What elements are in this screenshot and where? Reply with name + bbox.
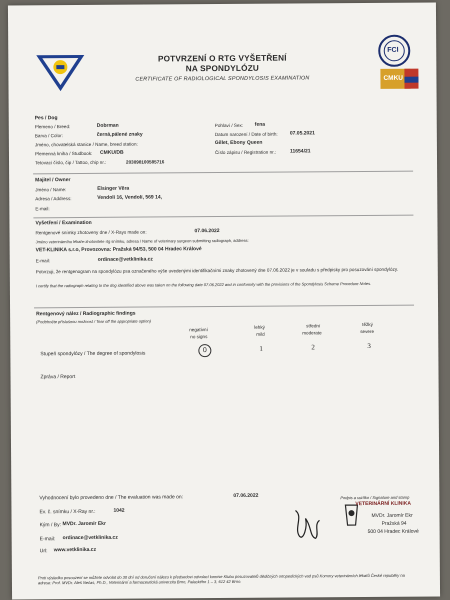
grade-1-value: 1 (259, 344, 263, 353)
grade-2-cz: střední (306, 323, 321, 329)
dog-section-heading: Pes / Dog (34, 115, 58, 122)
by-value: MVDr. Jaromír Ekr (62, 520, 106, 528)
grade-2-value: 2 (311, 343, 315, 352)
stamp-title: VETERINÁRNÍ KLINIKA (355, 500, 412, 508)
studbook-value: CMKU/DB (99, 149, 124, 156)
sex-value: fena (254, 121, 266, 128)
owner-address-value: Vendolí 16, Vendolí, 569 14, (97, 194, 163, 201)
owner-name-value: Elsinger Věra (97, 185, 130, 192)
evaluation-email-label: E-mail: (39, 536, 56, 543)
owner-email-label: E-mail: (35, 206, 50, 212)
owner-address-label: Adresa / Address: (35, 196, 72, 202)
dob-label: Datum narození / Date of birth: (214, 131, 278, 138)
title-line-2: NA SPONDYLÓZU (185, 63, 260, 74)
grade-0-cz: negativní (189, 327, 208, 333)
confirmation-cz: Potvrzuji, že rentgenogram na spondylózu psa označeného výše uvedenými identifikačními znaky zhotovený dne 07.06.2022 je v souladu s předpisky pro posuzování spondylózy. (35, 266, 399, 275)
stamp-line2: Pražská 94 (381, 520, 407, 527)
degree-label: Stupeň spondylózy / The degree of spondylosis (40, 350, 146, 358)
owner-name-label: Jméno / Name: (35, 187, 67, 193)
exam-section-heading: Vyšetření / Examination (35, 219, 92, 227)
vet-label: Jméno veterinárního lékaře-zhotovitele rtg snímku, adresa / Name of veterinary surgeon submitting radiograph, address: (35, 237, 249, 245)
divider (33, 215, 413, 219)
confirmation-en: I certify that the radiograph relating to the dog identified above was taken on the following date 07.06.2022 and in conformity with the provisions of the Spondylosis Scheme Procedure Notes. (35, 280, 372, 289)
evaluation-date-label: Vyhodnocení bylo provedeno dne / The evaluation was made on: (39, 494, 184, 502)
xray-date-label: Rentgenové snímky zhotoveny dne / X-Rays made on: (35, 229, 147, 236)
by-label: Kým / By: (39, 522, 61, 529)
tattoo-value: 203098100585716 (126, 159, 165, 165)
name-label: Jméno, chovatelská stanice / Name, breed station: (34, 141, 138, 148)
studbook-label: Plemenná kniha / Studbook: (34, 150, 93, 157)
dob-value: 07.05.2021 (289, 130, 315, 137)
owner-section-heading: Majitel / Owner (35, 177, 71, 184)
stamp-line1: MVDr. Jaromír Ekr (371, 512, 413, 519)
grade-1-cz: lehký (254, 324, 265, 330)
name-value: Gillet, Ebony Queen (214, 139, 263, 147)
certificate-page (8, 3, 440, 600)
vet-email-value: ordinace@vetklinika.cz (97, 256, 153, 263)
registration-label: Číslo zápisu / Registration nr.: (214, 149, 277, 156)
breed-label: Plemeno / Breed: (34, 124, 71, 130)
stamp-line3: 500 04 Hradec Králové (367, 528, 419, 536)
color-label: Barva / Color: (34, 133, 63, 139)
cmku-label: CMKU (383, 74, 403, 82)
grade-2-en: moderate (302, 330, 322, 336)
vet-email-label: E-mail: (35, 258, 51, 264)
grade-1-en: mild (256, 331, 265, 337)
url-value: www.vetklinika.cz (53, 546, 97, 554)
signature (289, 506, 329, 542)
evaluation-date-value: 07.06.2022 (233, 492, 259, 499)
report-label: Zpráva / Report (40, 374, 76, 381)
divider (34, 305, 414, 309)
color-value: černá,pálené znaky (96, 131, 143, 138)
xray-date-value: 07.06.2022 (194, 228, 220, 235)
grade-0-selected: 0 (198, 344, 211, 357)
breed-value: Dobrman (96, 122, 119, 129)
findings-subnote: (Podtrhněte příslušnou možnost / Tear off the appropriate option) (36, 318, 151, 325)
page-subtitle: CERTIFICATE OF RADIOLOGICAL SPONDYLOSIS EXAMINATION (135, 75, 310, 83)
clinic-stamp (341, 501, 423, 552)
url-label: Url: (39, 548, 48, 555)
xray-nr-value: 1042 (113, 507, 125, 514)
tattoo-label: Tetovací číslo, čip / Tattoo, chip nr.: (35, 159, 107, 166)
grade-3-cz: těžký (362, 321, 373, 328)
xray-nr-label: Ev. č. snímku / X-Ray nr.: (39, 508, 96, 516)
evaluation-email-value: ordinace@vetklinika.cz (62, 534, 118, 542)
page-title (8, 53, 436, 76)
divider (33, 171, 413, 175)
signature-caption: Podpis a razítko / Signature and stamp (340, 494, 410, 501)
footer-note: Proti výsledku posouzení se můžete odvolat do 30 dní od doručení nálezu k předsedovi odvolací komise Klubu posuzovatelů dědičných ortopedických vad psů Komory veterinárních lékařů České republiky na adrese: Prof. MVDr. Aleš Nečas, Ph.D., Veterinární a farmaceutická univerzita Brno, Palackého 1 – 3, 612 42 Brno. (37, 572, 405, 586)
registration-value: 11654/21 (289, 148, 311, 155)
sex-label: Pohlaví / Sex: (214, 122, 244, 129)
fci-label: FCI (387, 46, 399, 54)
findings-section-heading: Rentgenový nález / Radiographic findings (36, 310, 136, 318)
vet-value: VET-KLINIKA s.r.o, Provozovna: Pražská 94/53, 500 04 Hradec Králové (35, 246, 202, 254)
grade-0-en: no signs (190, 334, 208, 340)
grade-3-en: severe (360, 328, 375, 335)
grade-3-value: 3 (367, 341, 371, 351)
title-line-1: POTVRZENÍ O RTG VYŠETŘENÍ (157, 53, 287, 64)
